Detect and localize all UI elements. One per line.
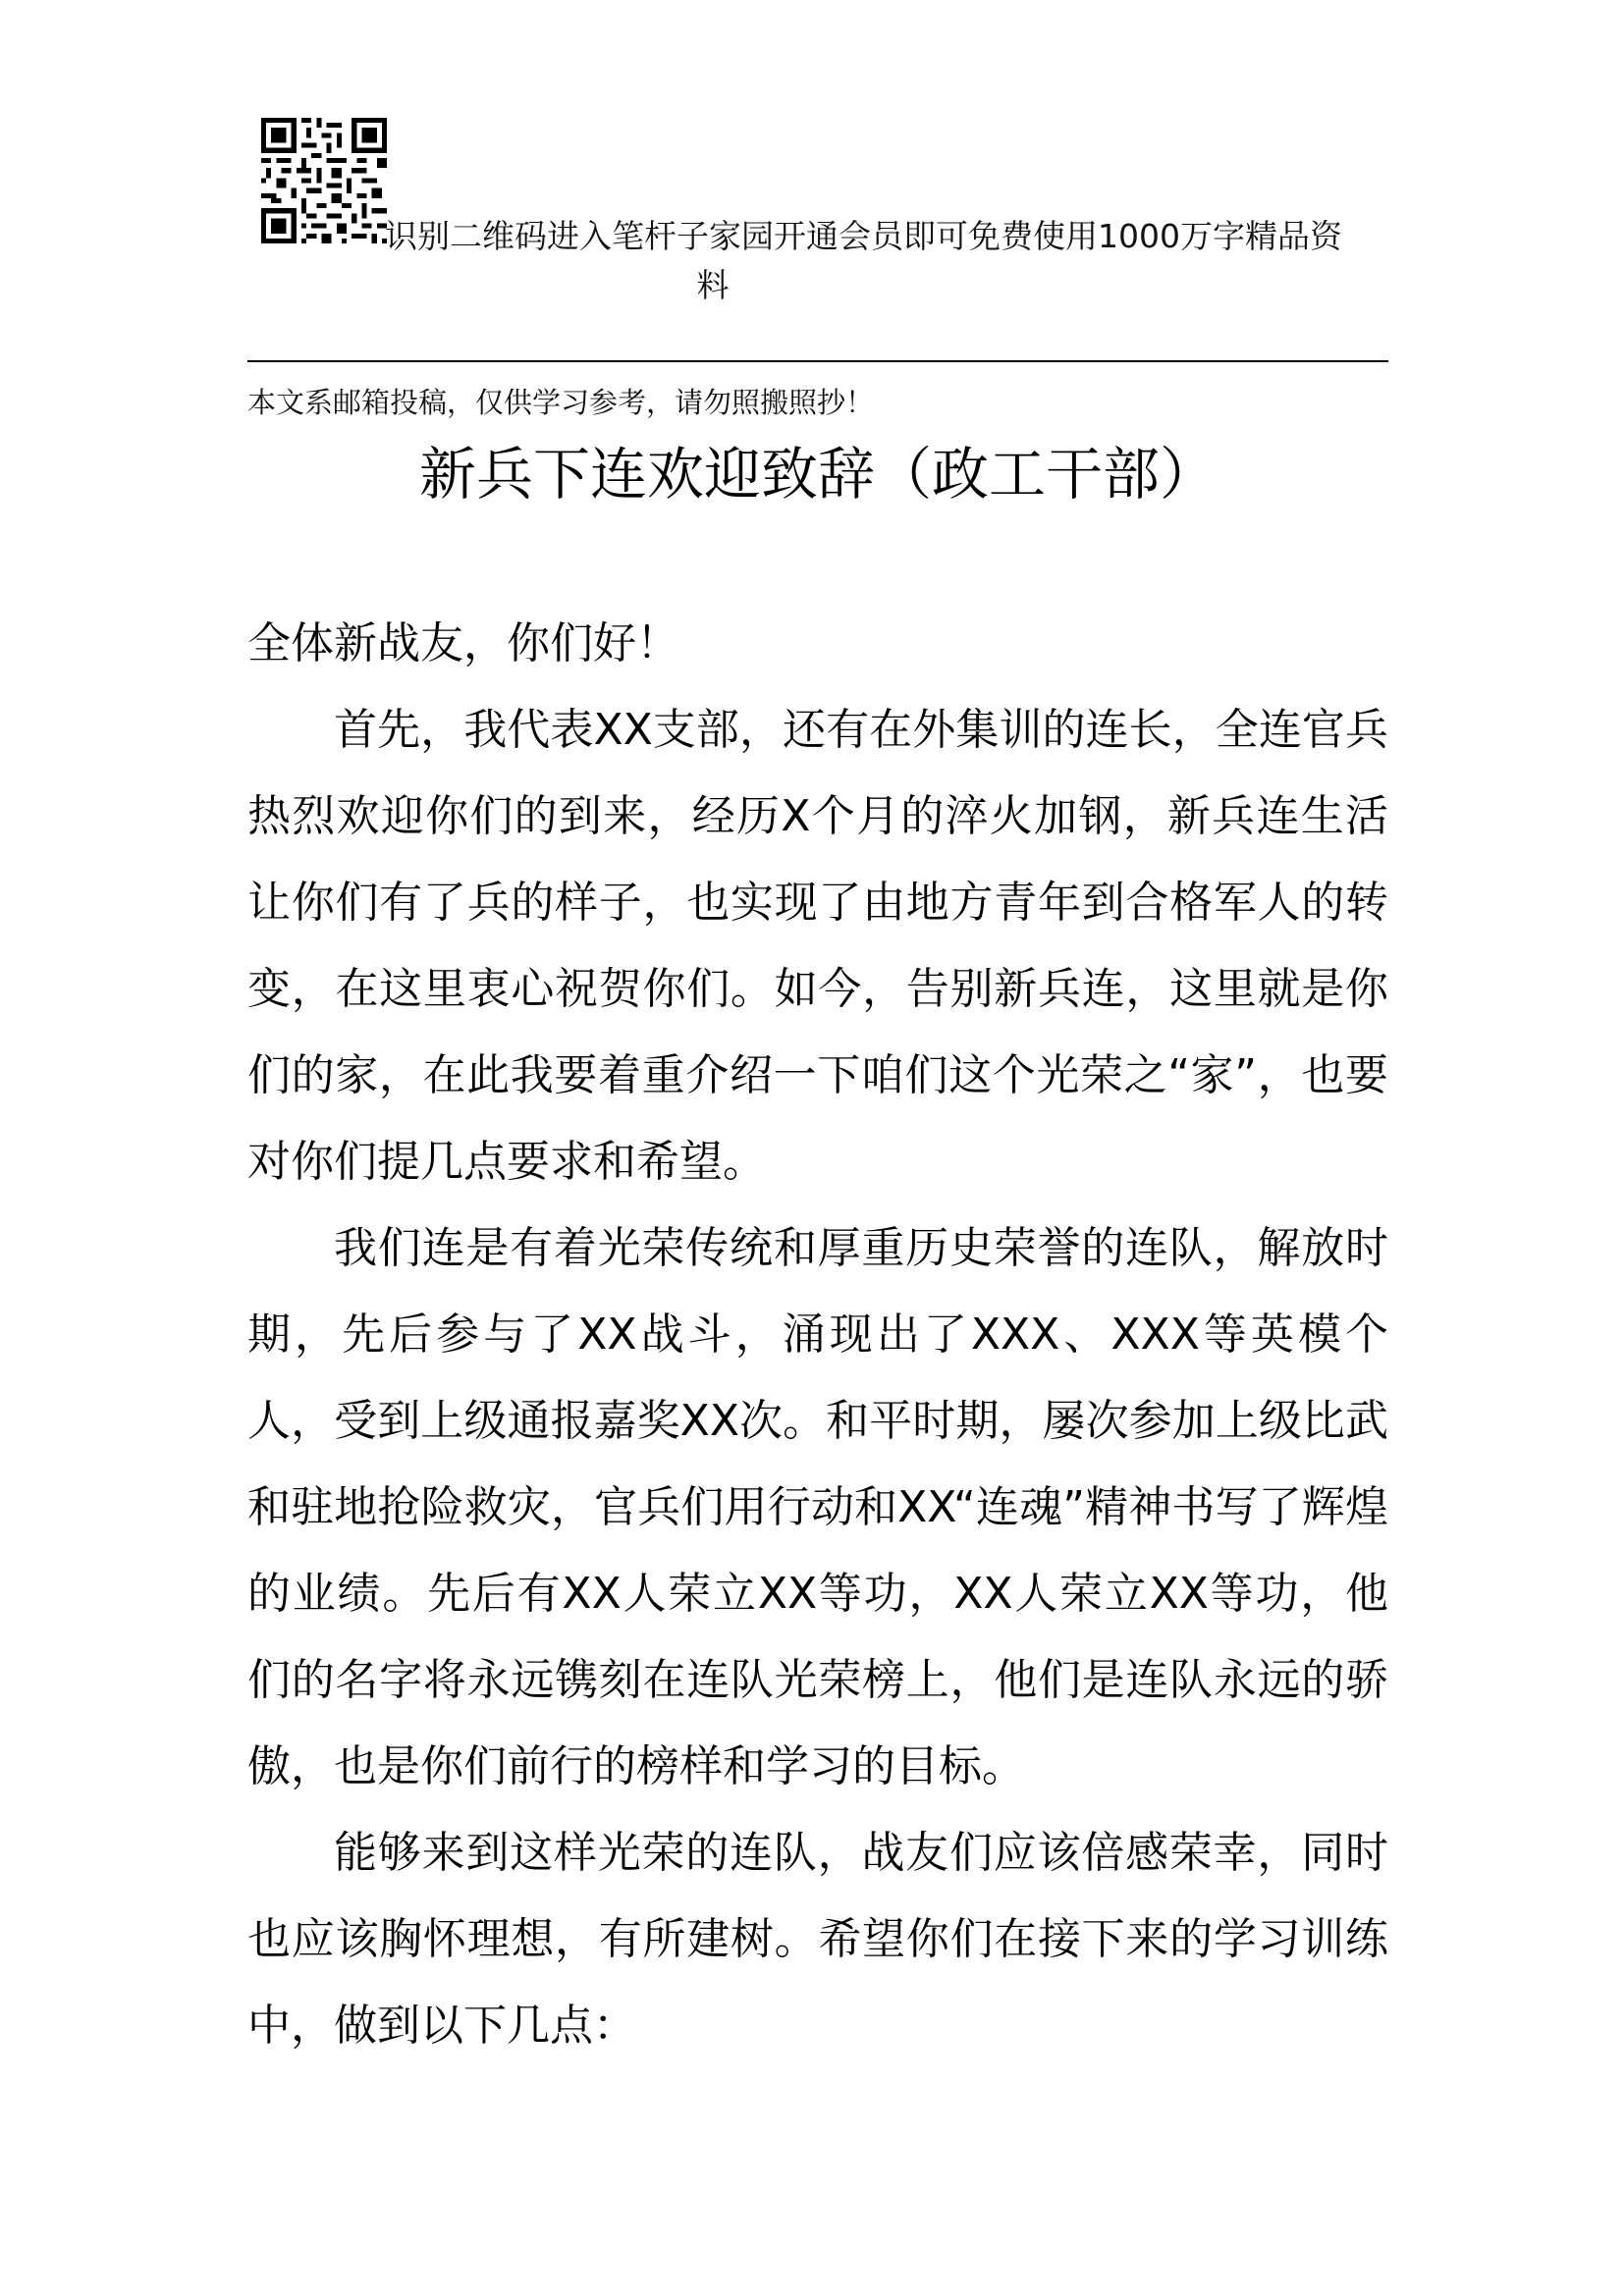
paragraph: 我们连是有着光荣传统和厚重历史荣誉的连队，解放时期，先后参与了XX战斗，涌现出了XXX、XXX等英模个人，受到上级通报嘉奖XX次。和平时期，屡次参加上级比武和驻地抢险救灾，官兵们用行动和XX“连魂”精神书写了辉煌的业绩。先后有XX人荣立XX等功，XX人荣立XX等功，他们的名字将永远镌刻在连队光荣榜上，他们是连队永远的骄傲，也是你们前行的榜样和学习的目标。 — [247, 1223, 1388, 1791]
greeting: 全体新战友，你们好！ — [247, 618, 679, 668]
paragraph: 能够来到这样光荣的连队，战友们应该倍感荣幸，同时也应该胸怀理想，有所建树。希望你们在接下来的学习训练中，做到以下几点： — [247, 1828, 1388, 2051]
qr-code-icon — [261, 118, 387, 243]
header-note-line2: 料 — [696, 266, 730, 304]
paragraph: 首先，我代表XX支部，还有在外集训的连长，全连官兵热烈欢迎你们的到来，经历X个月的淬火加钢，新兵连生活让你们有了兵的样子，也实现了由地方青年到合格军人的转变，在这里衷心祝贺你们。如今，告别新兵连，这里就是你们的家，在此我要着重介绍一下咱们这个光荣之“家”，也要对你们提几点要求和希望。 — [247, 705, 1388, 1187]
header-divider — [247, 360, 1388, 362]
header-note-line1: 识别二维码进入笔杆子家园开通会员即可免费使用1000万字精品资 — [385, 217, 1342, 255]
header-note — [385, 212, 1386, 310]
disclaimer: 本文系邮箱投稿，仅供学习参考，请勿照搬照抄！ — [247, 386, 875, 419]
document-body — [247, 601, 1388, 2069]
document-title: 新兵下连欢迎致辞（政工干部） — [418, 441, 1217, 507]
